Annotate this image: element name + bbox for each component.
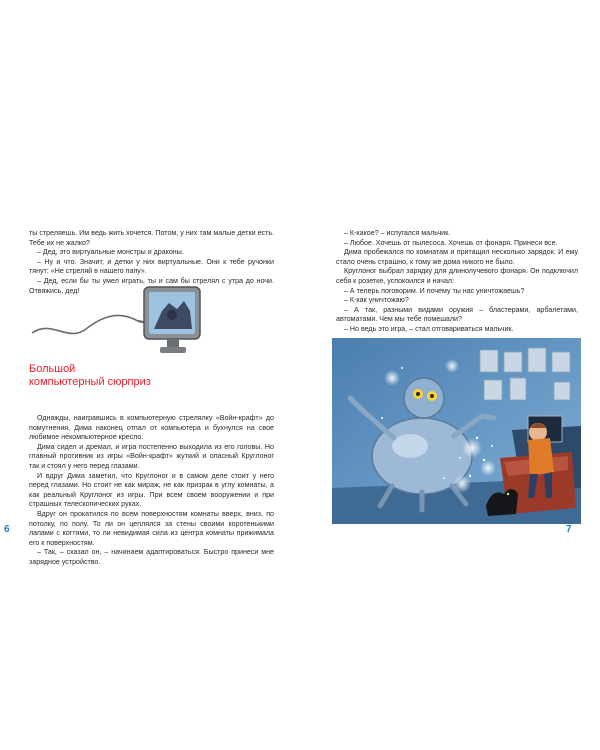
left-main-text	[29, 414, 274, 568]
paragraph: – А так, разными видами оружия – бластерами, арбалетами, автоматами. Чем мы тебе помешали?	[336, 305, 578, 324]
paragraph: И вдруг Дима заметил, что Круглоног и в самом деле стоит у него перед глазами. Но стоит не как мираж, не как призрак в углу комнаты, а как реальный Круглоног из игры. При всем своем вооружении и при страшных телескопических руках.	[29, 471, 274, 509]
paragraph: – Дед, если бы ты умел играть, ты и сам бы стрелял с утра до ночи. Отвяжись, дед!	[29, 276, 274, 295]
paragraph: – Дед, это виртуальные монстры и драконы.	[37, 248, 184, 257]
chapter-title	[29, 363, 274, 388]
paragraph: – Ну и что. Значит, и детки у них виртуальные. Они к тебе ручонки тянут: «Не стреляй в нашего папу».	[29, 257, 274, 276]
page-number-left: 6	[4, 524, 10, 535]
right-top-text	[336, 229, 578, 335]
paragraph: – К-как уничтожаю?	[344, 296, 409, 305]
paragraph: – К-какое? – испугался мальчик.	[344, 229, 451, 237]
paragraph: Вдруг он прокатился по всем поверхностям комнаты вверх, вниз, по потолку, по полу. То ли он цеплялся за стены своими коротенькими лапами с когтями, то ли невидимая сила из центра комнаты прижимала его к поверхностям.	[29, 509, 274, 547]
paragraph: Дима пробежался по комнатам и притащил несколько зарядок. И ему стало очень страшно, к тому же дома никого не было.	[336, 248, 578, 266]
page-number-right: 7	[566, 524, 572, 535]
paragraph: – Так, – сказал он, – начинаем адаптироваться. Быстро принеси мне зарядное устройство.	[29, 548, 274, 566]
paragraph: Круглоног выбрал зарядку для длинолучевого фонаря. Он подключил себя к розетке, успокоился и начал:	[336, 267, 578, 285]
chapter-title-line1: Большой	[29, 363, 76, 375]
tablet-illustration	[22, 285, 202, 365]
paragraph: – Но ведь это игра, – стал отговариваться мальчик.	[344, 324, 514, 333]
right-page	[300, 0, 600, 750]
paragraph: – Любое. Хочешь от пылесоса. Хочешь от фонаря. Принеси все.	[344, 238, 558, 247]
monster-scene-illustration	[332, 338, 581, 524]
paragraph: Однажды, наигравшись в компьютерную стрелялку «Войн-крафт» до помутнения, Дима наконец отпал от компьютера и бухнулся на свое любимое некомпьютерное кресло.	[29, 414, 274, 442]
paragraph: Дима сидел и дремал, и игра постепенно выходила из его головы. Но главный противник из игры «Войн-крафт» жуткий и опасный Круглоног так и стоял у него перед глазами.	[29, 442, 274, 470]
paragraph: – А теперь поговорим. И почему ты нас уничтожаешь?	[344, 286, 525, 295]
chapter-title-line2: компьютерный сюрприз	[29, 375, 151, 388]
paragraph: ты стреляешь. Им ведь жить хочется. Потом, у них там малые детки есть. Тебе их не жалко?	[29, 229, 274, 247]
